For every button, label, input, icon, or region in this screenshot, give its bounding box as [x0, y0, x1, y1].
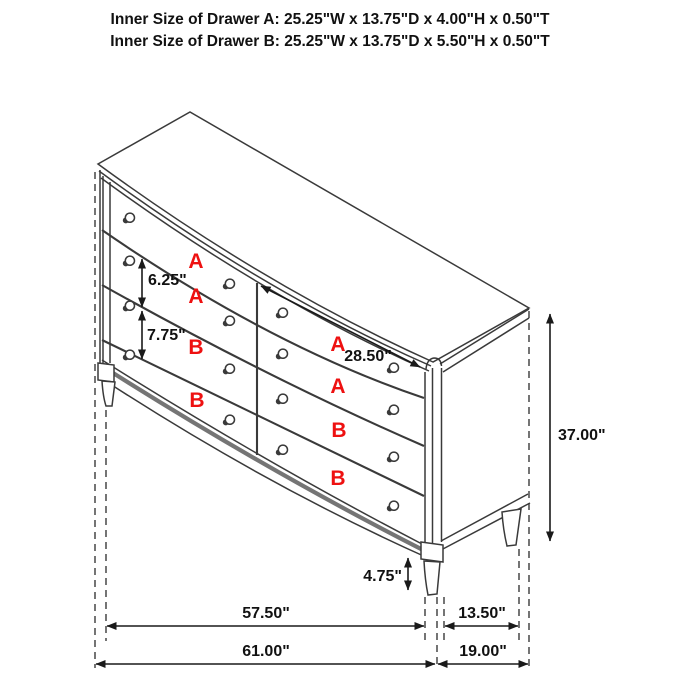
front-right-leg	[424, 561, 440, 595]
drawer-letter: B	[189, 389, 205, 412]
dimension-leg-height	[363, 558, 408, 590]
drawer-letter: A	[330, 333, 346, 356]
dimension-label-overall-height: 37.00"	[558, 427, 606, 444]
knob-icon	[223, 279, 235, 289]
dimension-label-drawer-a-pitch: 6.25"	[148, 272, 187, 289]
knob-icon	[223, 316, 235, 326]
dimension-label-depth-between-legs: 13.50"	[458, 605, 506, 622]
front-left-leg-molding	[98, 363, 114, 382]
dresser-top-surface	[98, 112, 529, 362]
dimension-label-overall-width: 61.00"	[242, 643, 290, 660]
dimension-label-overall-depth: 19.00"	[459, 643, 507, 660]
knob-icon	[123, 256, 135, 266]
drawer-letter: B	[330, 467, 346, 490]
base-molding-band	[102, 366, 423, 550]
knob-icon	[387, 501, 399, 511]
header	[110, 11, 550, 50]
header-line-drawer-b: Inner Size of Drawer B: 25.25"W x 13.75"D x 5.50"H x 0.50"T	[110, 33, 550, 50]
knob-icon	[276, 445, 288, 455]
drawer-letter: A	[188, 250, 204, 273]
knob-icon	[123, 301, 135, 311]
dimension-overall-width	[96, 643, 435, 664]
knob-icon	[123, 213, 135, 223]
drawer-letter: B	[331, 419, 347, 442]
base-rail-bottom-edge	[104, 380, 428, 558]
back-right-leg	[502, 509, 521, 546]
front-right-leg-molding	[421, 542, 443, 562]
knob-icon	[276, 349, 288, 359]
dimension-front-width-between-legs	[107, 605, 424, 626]
dimension-overall-height	[550, 314, 606, 541]
knob-icon	[223, 415, 235, 425]
knob-icon	[276, 394, 288, 404]
dresser-drawing	[98, 112, 530, 595]
drawer-letter: B	[188, 336, 204, 359]
dimension-label-leg-height: 4.75"	[363, 568, 402, 585]
header-line-drawer-a: Inner Size of Drawer A: 25.25"W x 13.75"D x 4.00"H x 0.50"T	[110, 11, 550, 28]
drawer-letter: A	[188, 285, 204, 308]
knob-icon	[387, 452, 399, 462]
drawer-bottom-edge	[102, 360, 422, 544]
knob-icon	[223, 364, 235, 374]
drawer-letter: A	[330, 375, 346, 398]
legs	[98, 363, 521, 595]
dimension-drawer-a-pitch	[142, 259, 187, 307]
front-left-leg	[102, 381, 115, 406]
knob-icon	[276, 308, 288, 318]
dimension-overall-depth	[438, 643, 528, 664]
dimension-label-front-width-between-legs: 57.50"	[242, 605, 290, 622]
dimension-label-drawer-b-pitch: 7.75"	[147, 327, 186, 344]
dimension-label-half-width: 28.50"	[344, 348, 392, 365]
knob-icon	[387, 405, 399, 415]
dimension-depth-between-legs	[445, 605, 518, 626]
